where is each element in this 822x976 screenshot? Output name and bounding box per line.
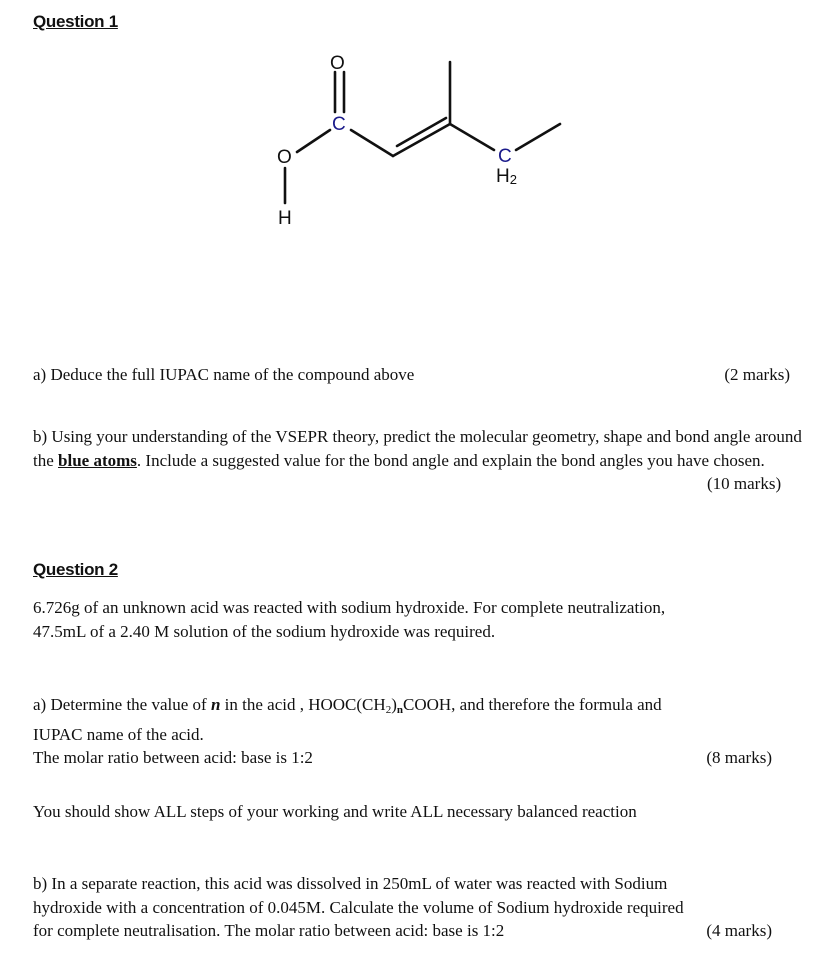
q2-part-b [33,872,793,943]
atom-h-hydroxyl: H [278,208,292,229]
c-c-bond [351,130,393,156]
q2-intro-line-2: 47.5mL of a 2.40 M solution of the sodium hydroxide was required. [33,621,496,641]
q2-intro [33,596,803,643]
q1-part-b [33,425,803,472]
blue-atoms-emphasis: blue atoms [58,450,137,470]
atom-h2-methylene: H2 [496,166,517,187]
q2-part-a-line-3: The molar ratio between acid: base is 1:2 (8 marks) [33,746,772,770]
q2-working-note: You should show ALL steps of your working and write ALL necessary balanced reaction [33,802,637,821]
q1-part-b-marks: (10 marks) [707,474,782,493]
atom-c-methylene: C [498,146,512,167]
question-1-heading: Question 1 [33,12,118,31]
q2-part-a [33,693,793,770]
q2-part-b-line-2: hydroxide with a concentration of 0.045M. Calculate the volume of Sodium hydroxide required [33,897,684,917]
q1-part-a-text: a) Deduce the full IUPAC name of the compound above [33,365,415,384]
c-ch2-bond [450,124,494,150]
alkene-bond-2 [397,118,446,146]
alkene-bond-1 [393,124,450,156]
q2-part-b-line-1: b) In a separate reaction, this acid was dissolved in 250mL of water was reacted with Sodium [33,874,668,893]
q2-intro-line-1: 6.726g of an unknown acid was reacted with sodium hydroxide. For complete neutralization, [33,598,666,617]
q2-part-b-marks: (4 marks) [706,921,772,940]
q1-part-a-marks: (2 marks) [724,365,790,384]
q2-part-a-line-1: a) Determine the value of n in the acid , $HOOC(CH_2)_nCOOH$, and therefore the formula and [33,695,662,716]
variable-n: n [210,695,221,714]
q1-part-b-text-1: b) Using your understanding of the VSEPR theory, predict the molecular geometry, shape and bond angle around the [33,427,802,470]
atom-c-carbonyl: C [332,114,346,135]
subscript-n: n [396,704,403,716]
ch2-ch3-bond [516,124,560,150]
q1-part-b-text-2: . Include a suggested value for the bond angle and explain the bond angles you have chosen. [136,450,765,470]
q2-part-b-line-3: for complete neutralisation. The molar ratio between acid: base is 1:2 (4 marks) [33,919,772,943]
q1-part-a [33,363,790,387]
molecule-structure [0,0,822,260]
atom-o-carbonyl: O [330,53,345,74]
atom-o-hydroxyl: O [277,147,292,168]
q2-part-a-marks: (8 marks) [706,748,772,767]
question-2-heading: Question 2 [33,560,118,579]
c-o-bond [297,130,330,152]
q2-part-a-line-2: IUPAC name of the acid. [33,724,204,744]
